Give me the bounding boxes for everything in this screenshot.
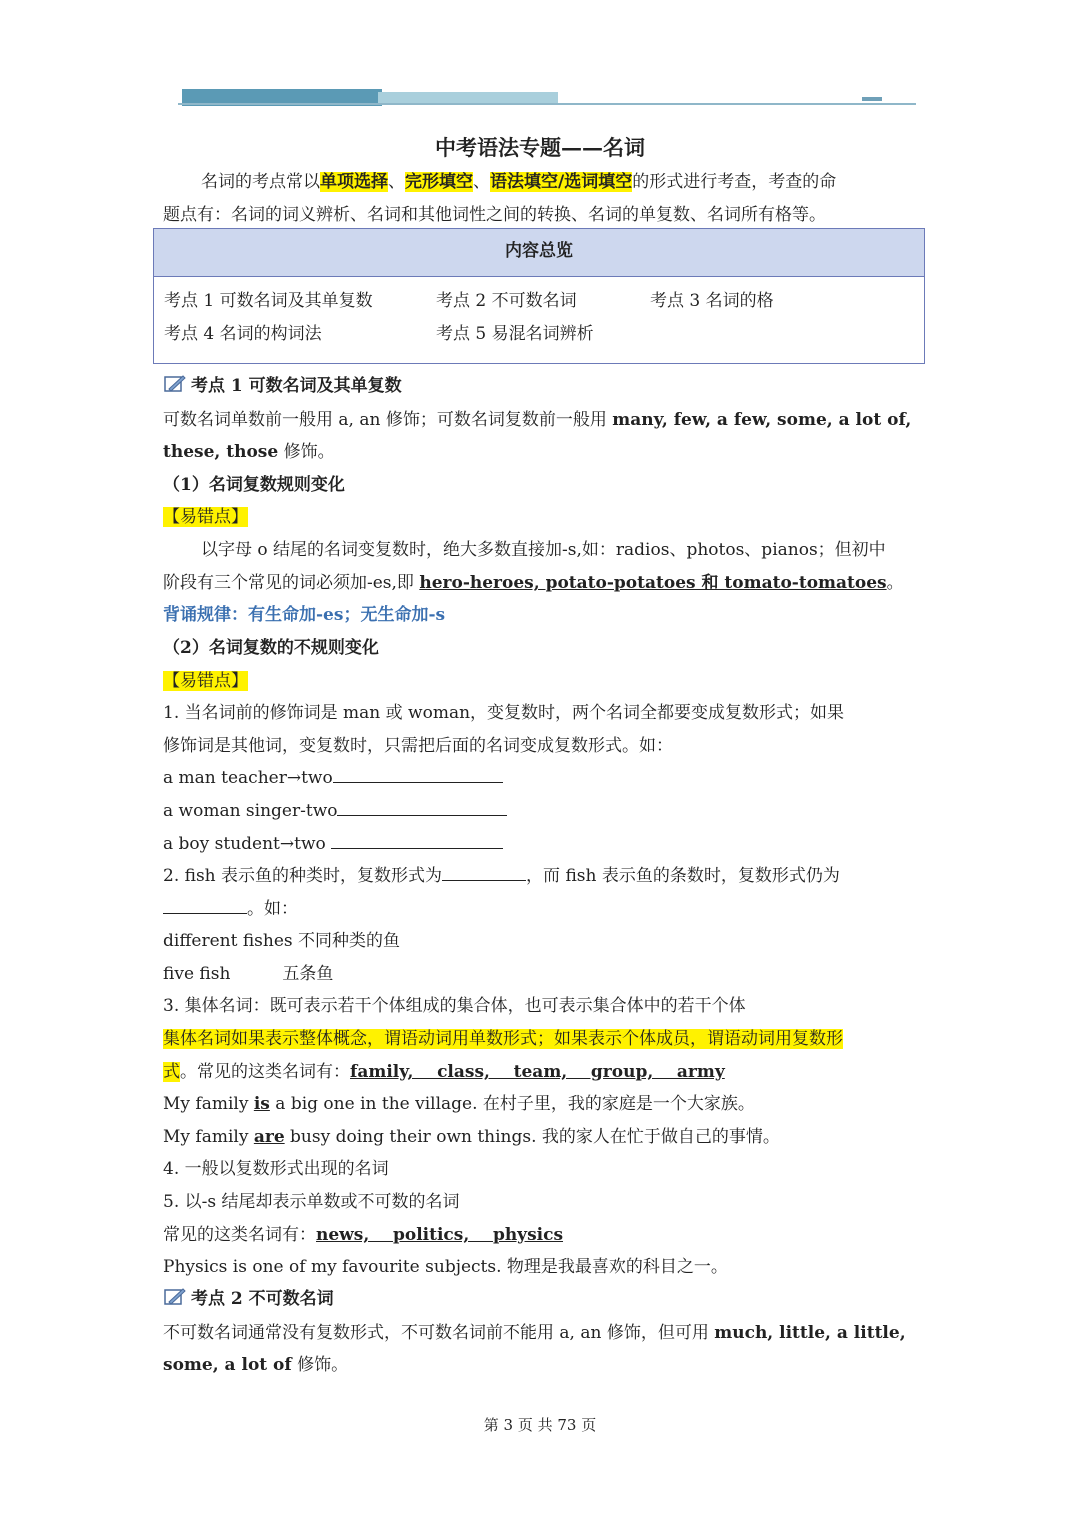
rule-2-line-1: 2. fish 表示鱼的种类时，复数形式为 ，而 fish 表示鱼的条数时，复数形式仍为 <box>163 866 840 886</box>
family-example-1: My family is a big one in the village. 在村子里，我的家庭是一个大家族。 <box>163 1094 755 1114</box>
header-decoration <box>178 86 916 112</box>
overview-item: 考点 3 名词的格 <box>650 291 774 311</box>
fish-example-2: five fish 五条鱼 <box>163 964 334 984</box>
rule-5-examples: 常见的这类名词有：news, politics, physics <box>163 1225 564 1245</box>
fill-blank[interactable] <box>163 897 247 914</box>
tip-tag: 【易错点】 <box>163 671 248 691</box>
rule-3-line-1: 3. 集体名词：既可表示若干个体组成的集合体，也可表示集合体中的若干个体 <box>163 996 746 1016</box>
rule-5: 5. 以-s 结尾却表示单数或不可数的名词 <box>163 1192 460 1212</box>
fill-blank[interactable] <box>337 799 507 816</box>
s2-para-1: 不可数名词通常没有复数形式，不可数名词前不能用 a, an 修饰，但可用 much, little, a little, <box>163 1323 906 1343</box>
pen-note-icon <box>163 374 187 394</box>
example-2: a woman singer-two <box>163 799 507 823</box>
page-title: 中考语法专题——名词 <box>435 135 645 160</box>
tip-text-1: 以字母 o 结尾的名词变复数时，绝大多数直接加-s,如：radios、photos、pianos；但初中 <box>201 540 886 560</box>
page-footer: 第 3 页 共 73 页 <box>483 1416 597 1434</box>
s1-para-1: 可数名词单数前一般用 a, an 修饰；可数名词复数前一般用 many, few, a few, some, a lot of, <box>163 410 912 430</box>
family-example-2: My family are busy doing their own things. 我的家人在忙于做自己的事情。 <box>163 1127 780 1147</box>
overview-item: 考点 2 不可数名词 <box>436 291 577 311</box>
example-1: a man teacher→two <box>163 766 503 790</box>
rule-4: 4. 一般以复数形式出现的名词 <box>163 1159 389 1179</box>
tip-tag: 【易错点】 <box>163 507 248 527</box>
section-2-heading: 考点 2 不可数名词 <box>163 1287 334 1311</box>
fill-blank[interactable] <box>331 832 503 849</box>
rule-3-line-3: 式。常见的这类名词有：family, class, team, group, army <box>163 1062 725 1082</box>
fish-example-1: different fishes 不同种类的鱼 <box>163 931 401 951</box>
rule-3-highlight: 集体名词如果表示整体概念，谓语动词用单数形式；如果表示个体成员，谓语动词用复数形 <box>163 1029 843 1049</box>
rule-1-line-2: 修饰词是其他词，变复数时，只需把后面的名词变成复数形式。如： <box>163 736 673 756</box>
subheading-irregular-plural: （2）名词复数的不规则变化 <box>163 638 379 658</box>
overview-heading: 内容总览 <box>154 229 924 277</box>
fill-blank[interactable] <box>333 766 503 783</box>
intro-line-2: 题点有：名词的词义辨析、名词和其他词性之间的转换、名词的单复数、名词所有格等。 <box>163 205 826 225</box>
s1-para-2: these, those 修饰。 <box>163 442 335 462</box>
section-1-heading: 考点 1 可数名词及其单复数 <box>163 374 402 398</box>
fill-blank[interactable] <box>442 864 526 881</box>
physics-example: Physics is one of my favourite subjects. 物理是我最喜欢的科目之一。 <box>163 1257 728 1277</box>
intro-line-1: 名词的考点常以单项选择、完形填空、语法填空/选词填空的形式进行考查，考查的命 <box>201 172 837 192</box>
pen-note-icon <box>163 1287 187 1307</box>
tip-text-2: 阶段有三个常见的词必须加-es,即 hero-heroes, potato-potatoes 和 tomato-tomatoes。 <box>163 573 904 593</box>
memory-rule: 背诵规律：有生命加-es；无生命加-s <box>163 605 446 625</box>
example-3: a boy student→two <box>163 832 503 856</box>
s2-para-2: some, a lot of 修饰。 <box>163 1355 349 1375</box>
rule-2-line-2: 。如： <box>163 897 298 921</box>
overview-item: 考点 1 可数名词及其单复数 <box>164 291 373 311</box>
overview-item: 考点 4 名词的构词法 <box>164 324 322 344</box>
overview-item: 考点 5 易混名词辨析 <box>436 324 594 344</box>
subheading-regular-plural: （1）名词复数规则变化 <box>163 475 345 495</box>
overview-box <box>153 228 925 364</box>
rule-1-line-1: 1. 当名词前的修饰词是 man 或 woman，变复数时，两个名词全都要变成复数形式；如果 <box>163 703 845 723</box>
